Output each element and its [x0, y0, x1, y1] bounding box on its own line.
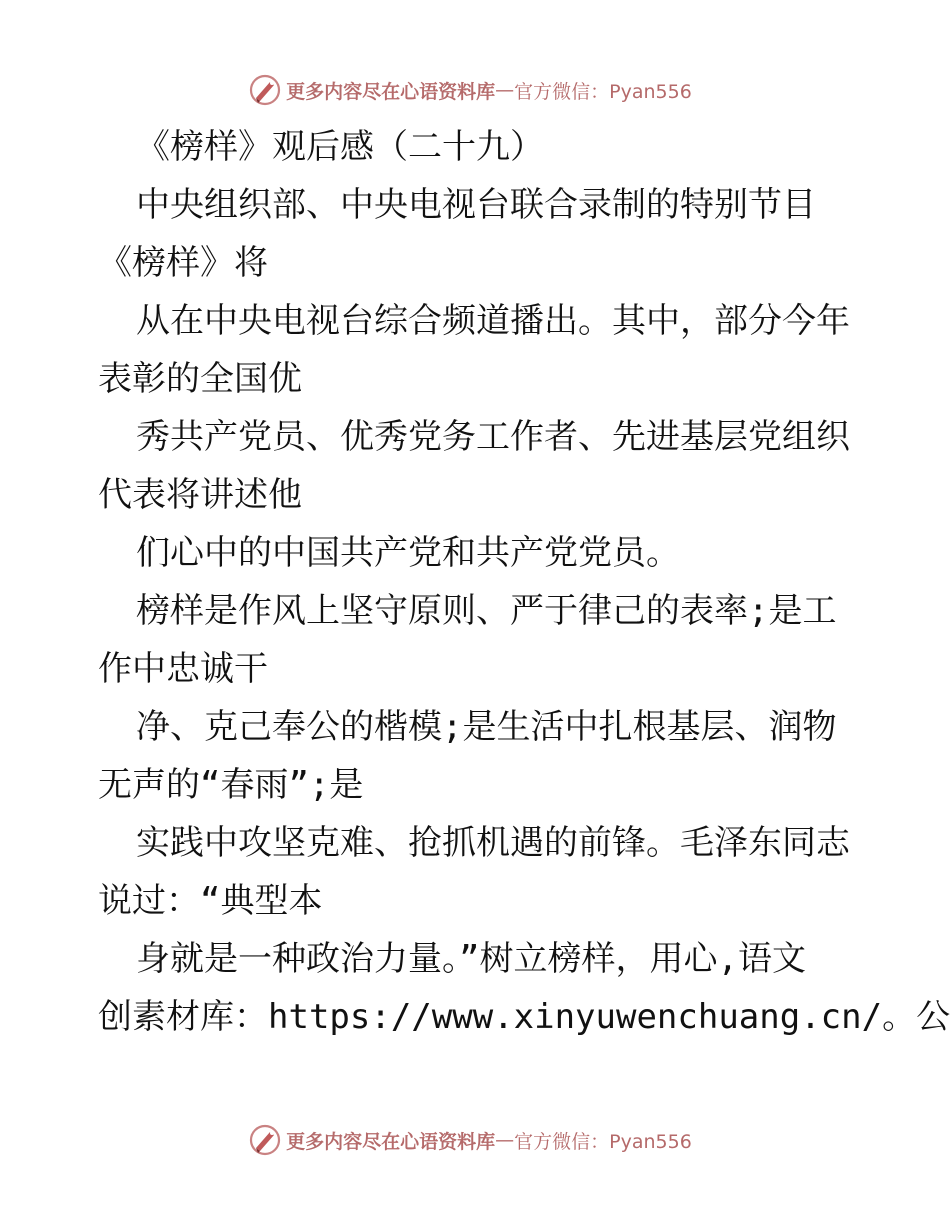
text-line: 从在中央电视台综合频道播出。其中，部分今年 — [136, 301, 850, 341]
watermark-wechat-text: 官方微信：Pyan556 — [514, 80, 692, 103]
text-line: 创素材库：https://www.xinyuwenchuang.cn/。公 — [98, 997, 950, 1037]
text-line: 榜样是作风上坚守原则、严于律己的表率;是工 — [136, 591, 837, 631]
text-line: 无声的“春雨”;是 — [98, 765, 364, 805]
pen-logo-icon — [248, 1123, 282, 1157]
text-line: 身就是一种政治力量。”树立榜样，用心,语文 — [136, 939, 806, 979]
watermark-main-text: 更多内容尽在心语资料库 — [286, 1130, 496, 1153]
watermark-separator: — — [495, 1129, 515, 1151]
text-line: 们心中的中国共产党和共产党党员。 — [136, 533, 680, 573]
text-line: 净、克己奉公的楷模;是生活中扎根基层、润物 — [136, 707, 837, 747]
text-line: 代表将讲述他 — [98, 475, 302, 515]
text-line: 说过：“典型本 — [98, 881, 323, 921]
header-watermark — [0, 70, 950, 110]
footer-watermark — [0, 1120, 950, 1160]
text-line: 作中忠诚干 — [98, 649, 268, 689]
text-line: 实践中攻坚克难、抢抓机遇的前锋。毛泽东同志 — [136, 823, 850, 863]
text-line: 中央组织部、中央电视台联合录制的特别节目 — [136, 185, 816, 225]
text-line: 表彰的全国优 — [98, 359, 302, 399]
watermark-separator: — — [495, 79, 515, 101]
pen-logo-icon — [248, 73, 282, 107]
watermark-main-text: 更多内容尽在心语资料库 — [286, 80, 496, 103]
watermark-wechat-text: 官方微信：Pyan556 — [514, 1130, 692, 1153]
text-line: 秀共产党员、优秀党务工作者、先进基层党组织 — [136, 417, 850, 457]
text-line: 《榜样》将 — [98, 243, 268, 283]
text-line: 《榜样》观后感（二十九） — [136, 127, 544, 167]
